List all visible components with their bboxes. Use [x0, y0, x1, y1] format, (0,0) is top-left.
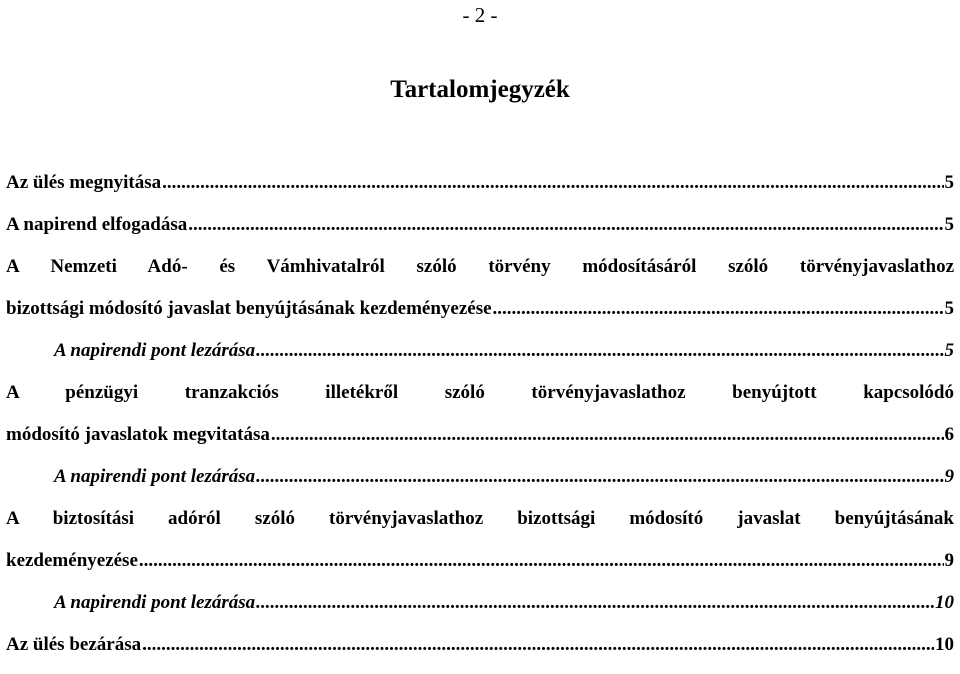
dot-leader [139, 550, 944, 572]
toc-page-number: 10 [935, 634, 954, 655]
dot-leader [142, 634, 934, 656]
toc-entry-ules-megnyitasa[interactable] [6, 172, 954, 194]
toc-entry-biztositasi-ado[interactable] [6, 508, 954, 572]
toc-page-number: 5 [944, 340, 954, 361]
toc-page-number: 5 [944, 172, 954, 193]
toc-entry-label: A napirendi pont lezárása [54, 340, 256, 361]
page-number: - 2 - [462, 3, 498, 27]
toc-entry-napirend-elfogadasa[interactable] [6, 214, 954, 236]
toc-entry-nav-torveny[interactable] [6, 256, 954, 320]
dot-leader [493, 298, 944, 320]
dot-leader [162, 172, 943, 194]
toc-entry-label-line-1: A biztosítási adóról szóló törvényjavaslathoz bizottsági módosító javaslat benyújtásának [6, 508, 954, 529]
toc-entry-label-line-1: A Nemzeti Adó- és Vámhivatalról szóló törvény módosításáról szóló törvényjavaslathoz [6, 256, 954, 277]
toc-page-number: 6 [944, 424, 954, 445]
toc-entry-label: A napirendi pont lezárása [54, 466, 256, 487]
toc-entry-napirendi-pont-lezarasa-1[interactable] [6, 340, 954, 362]
dot-leader [256, 340, 943, 362]
toc-entry-label: Az ülés megnyitása [6, 172, 162, 193]
dot-leader [188, 214, 943, 236]
toc-page-number: 10 [935, 592, 954, 613]
toc-page-number: 5 [944, 298, 954, 319]
toc-entry-ules-bezarasa[interactable] [6, 634, 954, 656]
toc-entry-label: A napirendi pont lezárása [54, 592, 256, 613]
toc-entry-label: kezdeményezése [6, 550, 138, 571]
table-of-contents [6, 172, 954, 656]
toc-entry-napirendi-pont-lezarasa-3[interactable] [6, 592, 954, 614]
dot-leader [256, 592, 934, 614]
toc-entry-label: A napirend elfogadása [6, 214, 188, 235]
toc-entry-label-line-1: A pénzügyi tranzakciós illetékről szóló törvényjavaslathoz benyújtott kapcsolódó [6, 382, 954, 403]
dot-leader [256, 466, 943, 488]
toc-page-number: 9 [944, 550, 954, 571]
toc-title: Tartalomjegyzék [390, 76, 570, 103]
toc-entry-label: Az ülés bezárása [6, 634, 142, 655]
toc-entry-napirendi-pont-lezarasa-2[interactable] [6, 466, 954, 488]
toc-entry-label: módosító javaslatok megvitatása [6, 424, 270, 445]
toc-entry-tranzakcios-illetek[interactable] [6, 382, 954, 446]
toc-page-number: 9 [944, 466, 954, 487]
toc-entry-label: bizottsági módosító javaslat benyújtásának kezdeményezése [6, 298, 492, 319]
dot-leader [271, 424, 944, 446]
toc-page-number: 5 [944, 214, 954, 235]
